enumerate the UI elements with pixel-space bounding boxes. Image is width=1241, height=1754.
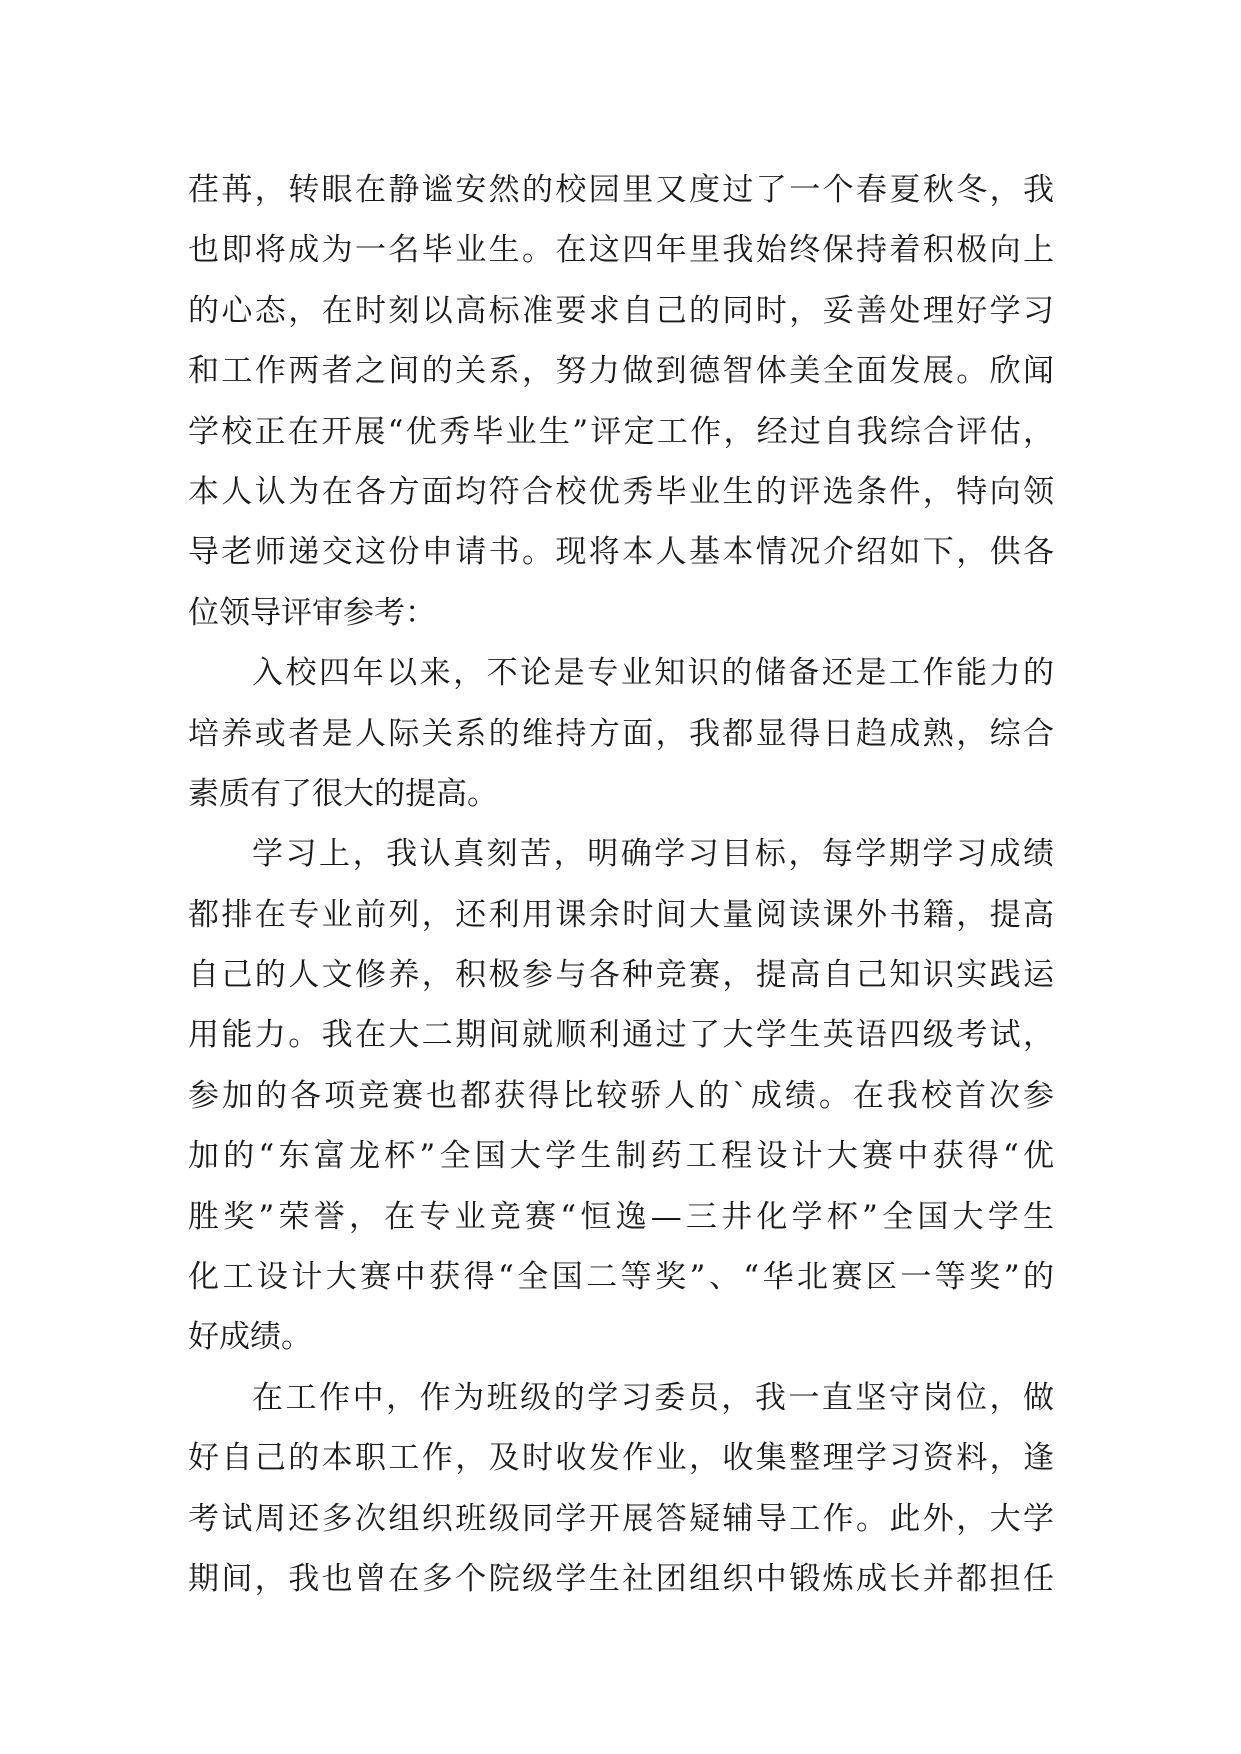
text-line: 加的“东富龙杯”全国大学生制药工程设计大赛中获得“优 (188, 1138, 1054, 1175)
text-line: 胜奖”荣誉，在专业竞赛“恒逸—三井化学杯”全国大学生 (188, 1198, 1054, 1235)
document-body (188, 160, 1054, 1609)
paragraph-overview (188, 643, 1054, 824)
text-line: 位领导评审参考： (188, 594, 436, 631)
text-line: 考试周还多次组织班级同学开展答疑辅导工作。此外，大学 (188, 1500, 1054, 1537)
paragraph-study (188, 824, 1054, 1368)
text-line: 素质有了很大的提高。 (188, 775, 498, 812)
text-line: 参加的各项竞赛也都获得比较骄人的`成绩。在我校首次参 (188, 1077, 1054, 1114)
text-line: 好成绩。 (188, 1319, 312, 1356)
text-line: 都排在专业前列，还利用课余时间大量阅读课外书籍，提高 (188, 896, 1054, 933)
text-line: 也即将成为一名毕业生。在这四年里我始终保持着积极向上 (188, 232, 1054, 269)
text-line: 自己的人文修养，积极参与各种竞赛，提高自己知识实践运 (188, 957, 1054, 994)
text-line: 本人认为在各方面均符合校优秀毕业生的评选条件，特向领 (188, 473, 1054, 510)
text-line: 学校正在开展“优秀毕业生”评定工作，经过自我综合评估， (188, 413, 1054, 450)
text-line: 入校四年以来，不论是专业知识的储备还是工作能力的 (252, 655, 1054, 692)
paragraph-intro (188, 160, 1054, 643)
text-line: 在工作中，作为班级的学习委员，我一直坚守岗位，做 (252, 1379, 1054, 1416)
text-line: 学习上，我认真刻苦，明确学习目标，每学期学习成绩 (252, 836, 1054, 873)
text-line: 好自己的本职工作，及时收发作业，收集整理学习资料，逢 (188, 1440, 1054, 1477)
paragraph-work (188, 1368, 1054, 1610)
text-line: 导老师递交这份申请书。现将本人基本情况介绍如下，供各 (188, 534, 1054, 571)
text-line: 培养或者是人际关系的维持方面，我都显得日趋成熟，综合 (188, 715, 1054, 752)
text-line: 化工设计大赛中获得“全国二等奖”、“华北赛区一等奖”的 (188, 1259, 1054, 1296)
text-line: 和工作两者之间的关系，努力做到德智体美全面发展。欣闻 (188, 353, 1054, 390)
text-line: 的心态，在时刻以高标准要求自己的同时，妥善处理好学习 (188, 292, 1054, 329)
text-line: 荏苒，转眼在静谧安然的校园里又度过了一个春夏秋冬，我 (188, 172, 1054, 208)
text-line: 期间，我也曾在多个院级学生社团组织中锻炼成长并都担任 (188, 1560, 1054, 1597)
text-line: 用能力。我在大二期间就顺利通过了大学生英语四级考试， (188, 1017, 1054, 1054)
